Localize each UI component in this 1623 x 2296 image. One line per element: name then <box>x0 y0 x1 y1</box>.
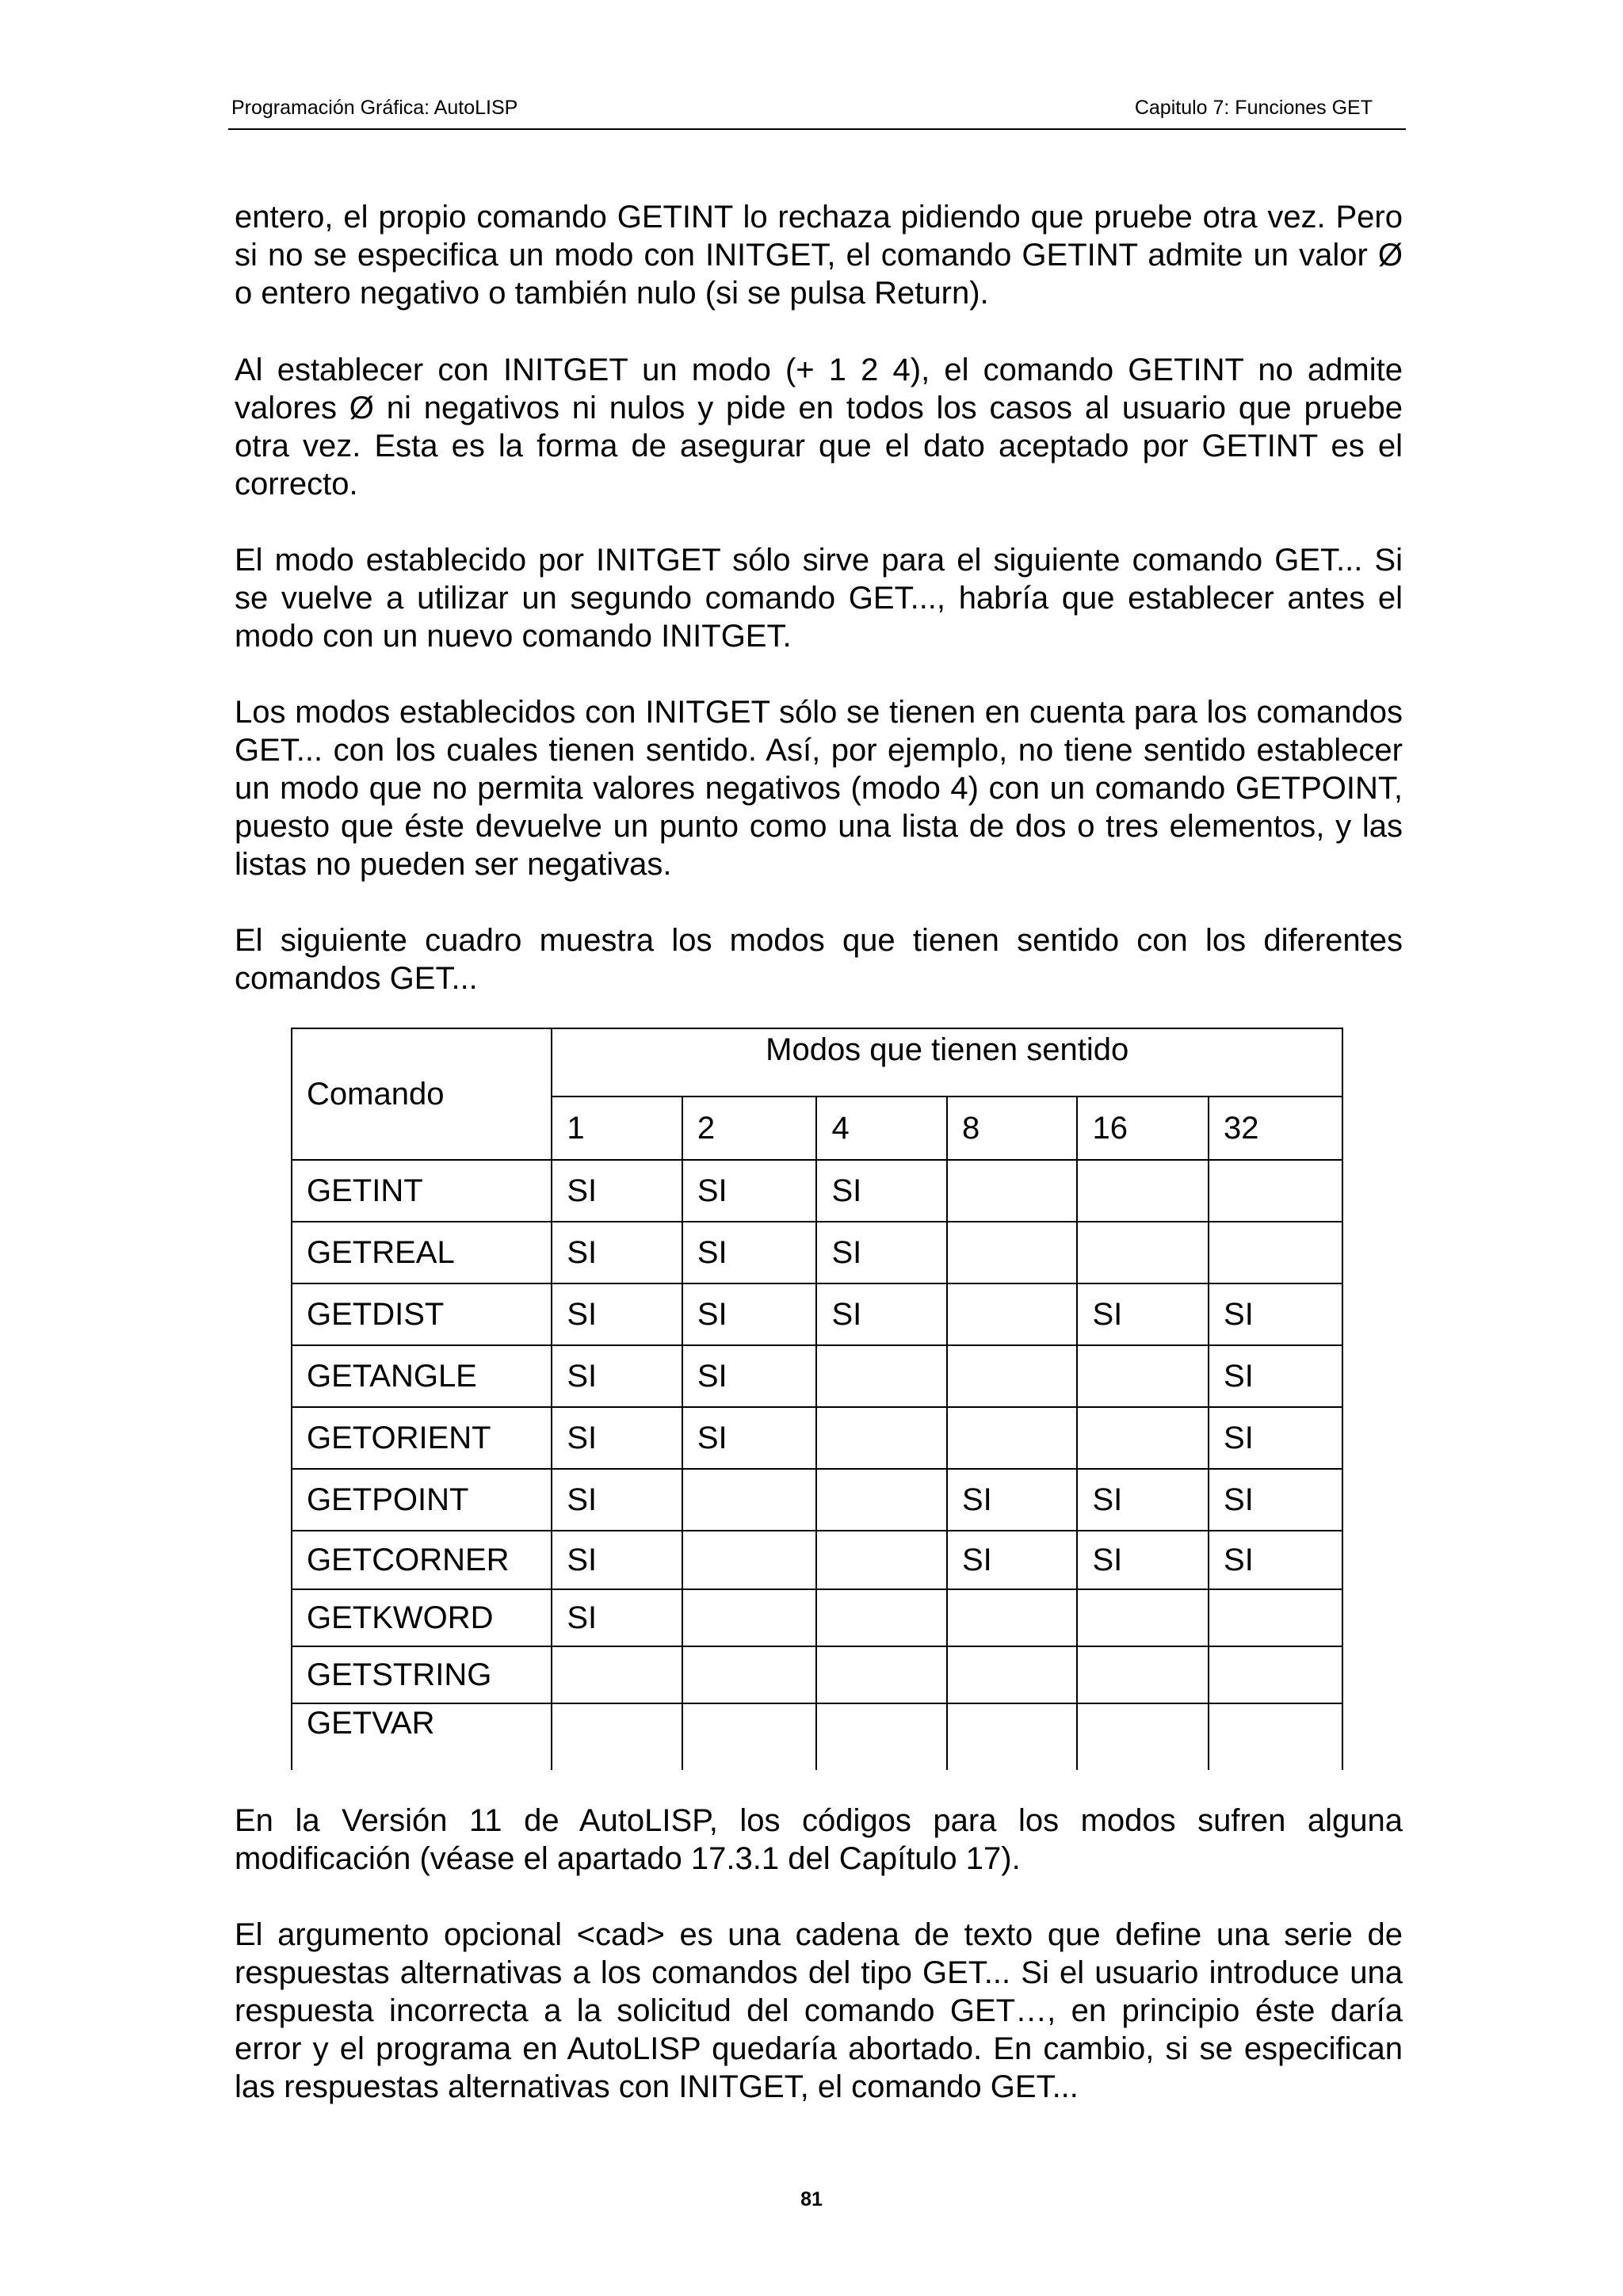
header-chapter-title: Capitulo 7: Funciones GET <box>1134 97 1373 119</box>
table-row <box>292 1646 1342 1703</box>
mode-cell <box>1209 1160 1342 1222</box>
mode-cell <box>1209 1646 1342 1703</box>
mode-header-1: 1 <box>552 1097 682 1160</box>
mode-header-16: 16 <box>1077 1097 1209 1160</box>
mode-cell: SI <box>1077 1469 1209 1531</box>
mode-cell <box>682 1531 817 1589</box>
mode-cell <box>1209 1222 1342 1283</box>
mode-header-2: 2 <box>682 1097 817 1160</box>
mode-cell <box>682 1646 817 1703</box>
mode-cell: SI <box>682 1222 817 1283</box>
mode-cell <box>947 1160 1078 1222</box>
mode-cell: SI <box>682 1407 817 1469</box>
paragraph-2: Al establecer con INITGET un modo (+ 1 2 4), el comando GETINT no admite valores Ø ni negativos ni nulos y pide en todos los casos al usuario que pruebe otra vez. Esta es la forma de asegurar que el dato aceptado por GETINT es el correcto. <box>235 353 1403 502</box>
mode-cell: SI <box>1209 1469 1342 1531</box>
mode-cell: SI <box>816 1160 947 1222</box>
paragraph-5: El siguiente cuadro muestra los modos que tienen sentido con los diferentes comandos GET... <box>235 923 1403 996</box>
mode-cell <box>1209 1589 1342 1646</box>
mode-header-8: 8 <box>947 1097 1078 1160</box>
table-row <box>292 1283 1342 1345</box>
mode-cell <box>947 1345 1078 1407</box>
paragraph-1: entero, el propio comando GETINT lo rechaza pidiendo que pruebe otra vez. Pero si no se especifica un modo con INITGET, el comando GETINT admite un valor Ø o entero negativo o también nulo (si se pulsa Return). <box>235 200 1403 311</box>
command-cell: GETREAL <box>292 1222 552 1283</box>
table-body <box>292 1160 1342 1770</box>
mode-cell: SI <box>552 1160 682 1222</box>
page-number: 81 <box>800 2188 823 2210</box>
mode-cell <box>816 1407 947 1469</box>
mode-cell <box>947 1283 1078 1345</box>
mode-cell <box>1209 1703 1342 1770</box>
mode-cell: SI <box>552 1283 682 1345</box>
mode-cell <box>947 1703 1078 1770</box>
mode-cell <box>1077 1222 1209 1283</box>
mode-cell <box>1077 1703 1209 1770</box>
mode-cell <box>682 1469 817 1531</box>
paragraph-7: El argumento opcional <cad> es una cadena de texto que define una serie de respuestas alternativas a los comandos del tipo GET... Si el usuario introduce una respuesta incorrecta a la solicitud del comando GET…, en principio éste daría error y el programa en AutoLISP quedaría abortado. En cambio, si se especifican las respuestas alternativas con INITGET, el comando GET... <box>235 1917 1403 2104</box>
mode-cell: SI <box>947 1531 1078 1589</box>
mode-cell: SI <box>552 1469 682 1531</box>
modes-table <box>291 1028 1343 1770</box>
mode-cell: SI <box>1077 1283 1209 1345</box>
command-cell: GETKWORD <box>292 1589 552 1646</box>
mode-cell: SI <box>552 1345 682 1407</box>
mode-cell: SI <box>682 1283 817 1345</box>
mode-cell: SI <box>1077 1531 1209 1589</box>
mode-cell <box>552 1646 682 1703</box>
mode-cell <box>816 1345 947 1407</box>
header-book-title: Programación Gráfica: AutoLISP <box>231 97 518 119</box>
mode-cell <box>816 1703 947 1770</box>
command-cell: GETPOINT <box>292 1469 552 1531</box>
mode-cell: SI <box>552 1589 682 1646</box>
command-cell: GETORIENT <box>292 1407 552 1469</box>
mode-cell <box>1077 1407 1209 1469</box>
mode-cell: SI <box>552 1531 682 1589</box>
command-header-cell: Comando <box>292 1028 552 1160</box>
mode-cell <box>947 1407 1078 1469</box>
mode-cell <box>1077 1160 1209 1222</box>
mode-cell <box>947 1589 1078 1646</box>
mode-cell: SI <box>947 1469 1078 1531</box>
command-cell: GETSTRING <box>292 1646 552 1703</box>
table-row <box>292 1160 1342 1222</box>
mode-cell <box>816 1589 947 1646</box>
mode-cell <box>816 1646 947 1703</box>
mode-cell <box>1077 1589 1209 1646</box>
mode-cell: SI <box>1209 1345 1342 1407</box>
mode-header-4: 4 <box>816 1097 947 1160</box>
command-cell: GETCORNER <box>292 1531 552 1589</box>
table-row <box>292 1469 1342 1531</box>
mode-cell <box>947 1646 1078 1703</box>
command-cell: GETVAR <box>292 1703 552 1770</box>
mode-cell: SI <box>682 1160 817 1222</box>
table-row <box>292 1407 1342 1469</box>
command-cell: GETANGLE <box>292 1345 552 1407</box>
table-row <box>292 1703 1342 1770</box>
command-cell: GETINT <box>292 1160 552 1222</box>
mode-cell: SI <box>682 1345 817 1407</box>
page-header <box>228 97 1406 130</box>
modes-header-cell: Modos que tienen sentido <box>552 1028 1342 1097</box>
mode-cell <box>682 1589 817 1646</box>
mode-cell <box>682 1703 817 1770</box>
mode-cell <box>816 1469 947 1531</box>
mode-cell: SI <box>816 1283 947 1345</box>
mode-cell: SI <box>1209 1407 1342 1469</box>
table-row <box>292 1531 1342 1589</box>
command-cell: GETDIST <box>292 1283 552 1345</box>
mode-cell <box>1077 1646 1209 1703</box>
table-row <box>292 1589 1342 1646</box>
mode-cell: SI <box>552 1222 682 1283</box>
table-header-row <box>292 1028 1342 1097</box>
mode-cell <box>1077 1345 1209 1407</box>
paragraph-6: En la Versión 11 de AutoLISP, los códigos para los modos sufren alguna modificación (véase el apartado 17.3.1 del Capítulo 17). <box>235 1803 1403 1876</box>
table-row <box>292 1345 1342 1407</box>
mode-cell: SI <box>1209 1283 1342 1345</box>
paragraph-4: Los modos establecidos con INITGET sólo se tienen en cuenta para los comandos GET... con los cuales tienen sentido. Así, por ejemplo, no tiene sentido establecer un modo que no permita valores negativos (modo 4) con un comando GETPOINT, puesto que éste devuelve un punto como una lista de dos o tres elementos, y las listas no pueden ser negativas. <box>235 695 1403 882</box>
paragraph-3: El modo establecido por INITGET sólo sirve para el siguiente comando GET... Si se vuelve a utilizar un segundo comando GET..., habría que establecer antes el modo con un nuevo comando INITGET. <box>235 543 1403 654</box>
mode-cell <box>816 1531 947 1589</box>
mode-cell: SI <box>552 1407 682 1469</box>
mode-cell: SI <box>1209 1531 1342 1589</box>
mode-cell <box>947 1222 1078 1283</box>
mode-cell <box>552 1703 682 1770</box>
mode-cell: SI <box>816 1222 947 1283</box>
mode-header-32: 32 <box>1209 1097 1342 1160</box>
table-row <box>292 1222 1342 1283</box>
